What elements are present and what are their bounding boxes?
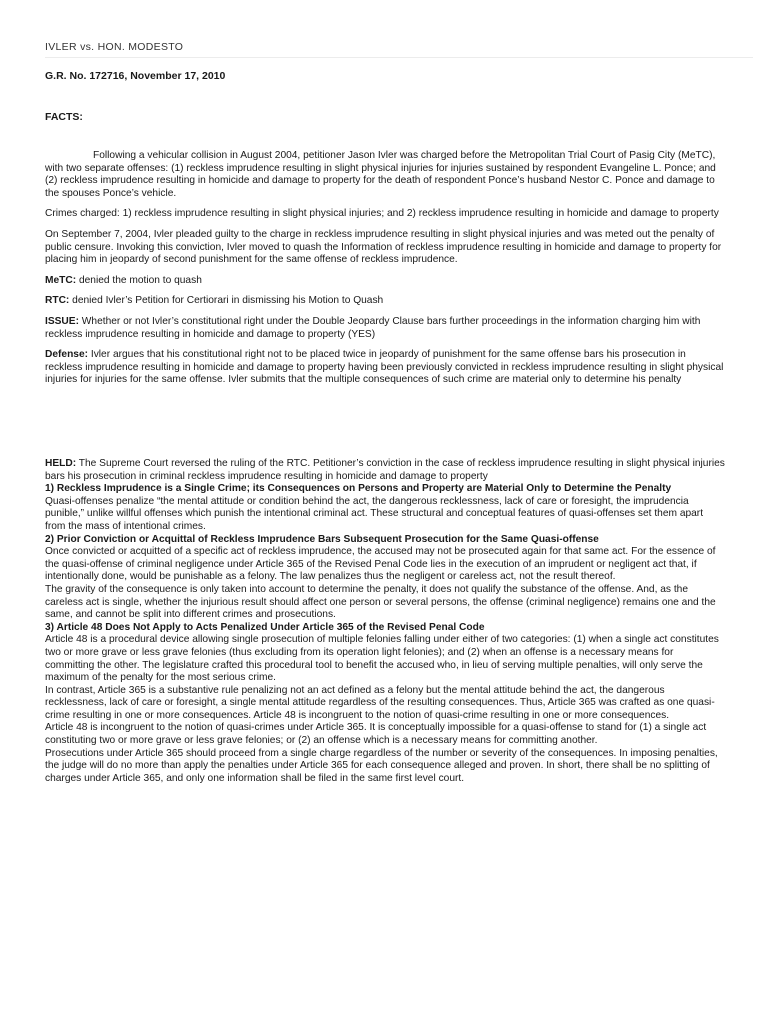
held-paragraph-3: The gravity of the consequence is only taken into account to determine the penalty, it does not qualify the substance of the offense. And, as the careless act is single, whether the injurious result should affect one person or several persons, the offense (criminal negligence) remains one and the same, and cannot be split into different crimes and prosecutions. [45, 583, 716, 621]
defense-paragraph [45, 349, 725, 387]
issue-label: ISSUE: [45, 315, 79, 327]
held-label: HELD: [45, 458, 77, 469]
held-heading-2: 2) Prior Conviction or Acquittal of Reckless Imprudence Bars Subsequent Prosecution for the Same Quasi-offense [45, 533, 599, 545]
held-heading-1: 1) Reckless Imprudence is a Single Crime; its Consequences on Persons and Property are Material Only to Determine the Penalty [45, 483, 672, 495]
issue-text: Whether or not Ivler’s constitutional right under the Double Jeopardy Clause bars further proceedings in the information charging him with reckless imprudence resulting in homicide and damage to property (YES) [45, 315, 701, 340]
issue-paragraph [45, 316, 725, 341]
held-paragraph-5: In contrast, Article 365 is a substantive rule penalizing not an act defined as a felony but the mental attitude behind the act, the dangerous recklessness, lack of care or foresight, a single mental attitude regardless of the resulting consequences. Thus, Article 365 was crafted as one quasi-crime resulting in one or more consequences. Article 48 is incongruent to the notion of quasi-crime resulting in one or more consequences. [45, 684, 715, 721]
case-number: G.R. No. 172716, November 17, 2010 [45, 70, 226, 82]
crimes-charged: Crimes charged: 1) reckless imprudence resulting in slight physical injuries; and 2) reckless imprudence resulting in homicide and damage to property [45, 208, 719, 220]
rtc-label: RTC: [45, 295, 70, 307]
held-section [45, 458, 725, 785]
defense-label: Defense: [45, 349, 89, 361]
metc-ruling [45, 275, 725, 288]
facts-paragraph-3: On September 7, 2004, Ivler pleaded guilty to the charge in reckless imprudence resulting in slight physical injuries and was meted out the penalty of public censure. Invoking this conviction, Ivler moved to quash the Information of reckless imprudence resulting in homicide and damage to property for placing him in jeopardy of second punishment for the same offense of reckless imprudence. [45, 228, 722, 266]
defense-text: Ivler argues that his constitutional right not to be placed twice in jeopardy of punishment for the same offense bars his prosecution in reckless imprudence resulting in homicide and damage to property having been previously convicted in reckless imprudence resulting in slight physical injuries for injuries for the same offense. Ivler submits that the multiple consequences of such crime are material only to determine his penalty [45, 349, 724, 386]
metc-text: denied the motion to quash [76, 274, 202, 286]
facts-section [45, 150, 725, 387]
held-paragraph-6: Article 48 is incongruent to the notion of quasi-crimes under Article 365. It is conceptually impossible for a quasi-offense to stand for (1) a single act constituting two or more grave or less grave felonies; or (2) an offense which is a necessary means for committing another. [45, 722, 707, 747]
held-paragraph-4: Article 48 is a procedural device allowing single prosecution of multiple felonies falling under either of two categories: (1) when a single act constitutes two or more grave or less grave felonies (thus excluding from its operation light felonies); and (2) when an offense is a necessary means for committing the other. The legislature crafted this procedural tool to benefit the accused who, in lieu of serving multiple penalties, will only serve the maximum of the penalty for the most serious crime. [45, 634, 719, 684]
held-heading-3: 3) Article 48 Does Not Apply to Acts Penalized Under Article 365 of the Revised Penal Code [45, 621, 485, 633]
rtc-text: denied Ivler’s Petition for Certiorari in dismissing his Motion to Quash [69, 295, 384, 307]
held-paragraph-1: Quasi-offenses penalize “the mental attitude or condition behind the act, the dangerous recklessness, lack of care or foresight, the imprudencia punible,” unlike willful offenses which punish the intentional criminal act. These structural and conceptual features of quasi-offenses set them apart from the mass of intentional crimes. [45, 495, 704, 532]
rtc-ruling [45, 295, 725, 308]
held-paragraph-2: Once convicted or acquitted of a specific act of reckless imprudence, the accused may not be prosecuted again for that same act. For the essence of the quasi-offense of criminal negligence under Article 365 of the Revised Penal Code lies in the execution of an imprudent or negligent act that, if intentionally done, would be punishable as a felony. The law penalizes thus the negligent or careless act, not the result thereof. [45, 546, 716, 583]
held-paragraph [45, 458, 725, 483]
held-paragraph-7: Prosecutions under Article 365 should proceed from a single charge regardless of the number or severity of the consequences. In imposing penalties, the judge will do no more than apply the penalties under Article 365 for each consequence alleged and proven. In short, there shall be no splitting of charges under Article 365, and only one information shall be filed in the same first level court. [45, 747, 718, 784]
document-header-title: IVLER vs. HON. MODESTO [45, 41, 753, 58]
held-text: The Supreme Court reversed the ruling of the RTC. Petitioner’s conviction in the case of reckless imprudence resulting in slight physical injuries bars his prosecution in criminal reckless imprudence resulting in homicide and damage to property [45, 458, 725, 482]
metc-label: MeTC: [45, 274, 77, 286]
facts-heading: FACTS: [45, 111, 83, 123]
facts-paragraph-1: Following a vehicular collision in August 2004, petitioner Jason Ivler was charged before the Metropolitan Trial Court of Pasig City (MeTC), with two separate offenses: (1) reckless imprudence resulting in slight physical injuries for injuries sustained by respondent Evangeline L. Ponce; and (2) reckless imprudence resulting in homicide and damage to property for the death of respondent Ponce’s husband Nestor C. Ponce and damage to the spouses Ponce’s vehicle. [45, 150, 716, 199]
